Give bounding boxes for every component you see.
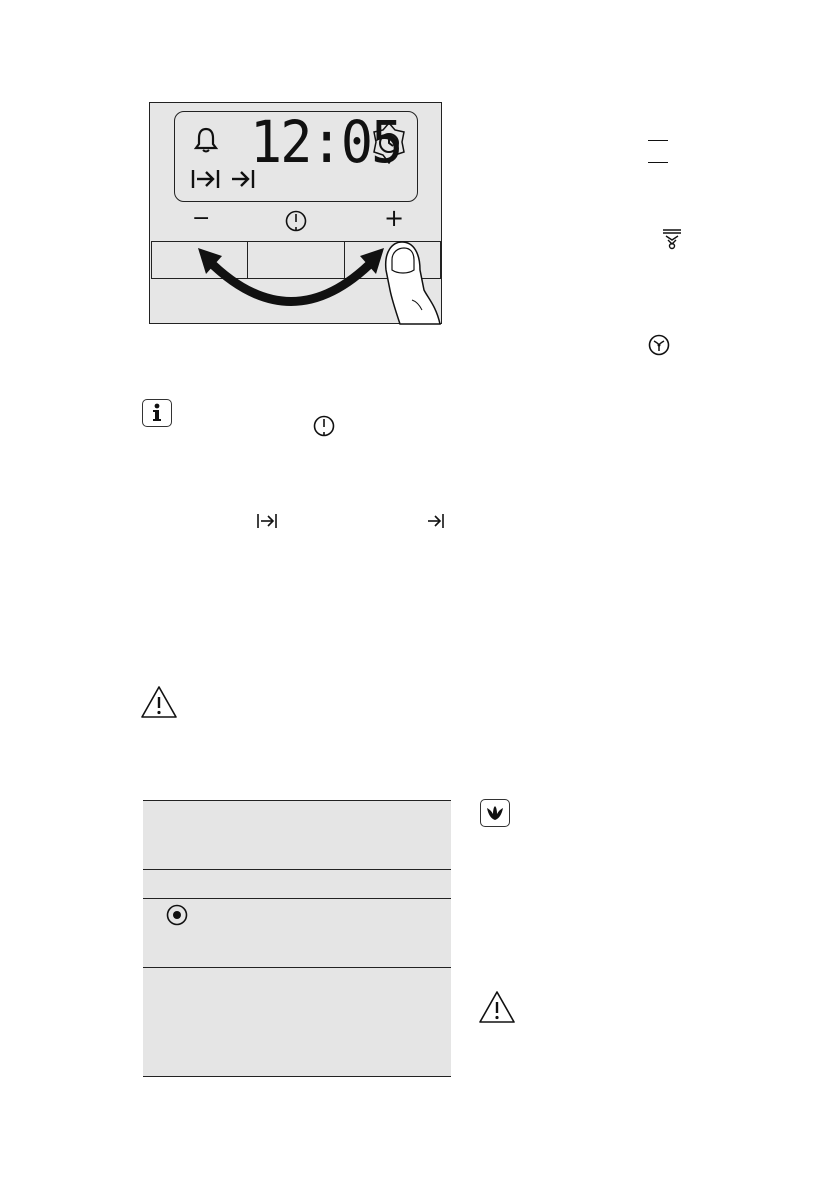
end-time-icon xyxy=(230,168,256,190)
time-readout: 12:05 xyxy=(250,108,402,176)
end-time-icon-inline xyxy=(426,512,446,530)
table-row xyxy=(143,899,451,967)
table-row xyxy=(143,968,451,1076)
table-row-header xyxy=(143,801,451,869)
grill-icon xyxy=(662,228,682,250)
table-bottom-rule xyxy=(143,1076,451,1077)
info-icon xyxy=(142,399,172,427)
clock-icon xyxy=(285,210,307,232)
warning-icon xyxy=(140,685,178,719)
duration-icon-inline xyxy=(256,512,278,530)
alarm-clock-icon xyxy=(372,122,406,164)
display-line-upper xyxy=(648,140,668,141)
clock-icon-inline xyxy=(313,415,335,437)
finger-icon xyxy=(378,240,442,326)
radio-icon xyxy=(166,904,188,926)
minus-label: − xyxy=(192,206,211,231)
swipe-arrow-icon xyxy=(196,238,386,318)
plus-label: + xyxy=(384,204,405,232)
fan-icon xyxy=(648,334,670,356)
duration-icon xyxy=(191,168,221,190)
table-row xyxy=(143,870,451,898)
warning-icon xyxy=(478,990,516,1024)
display-line-lower xyxy=(648,162,668,163)
environment-icon xyxy=(480,799,510,827)
bell-icon xyxy=(193,126,219,154)
